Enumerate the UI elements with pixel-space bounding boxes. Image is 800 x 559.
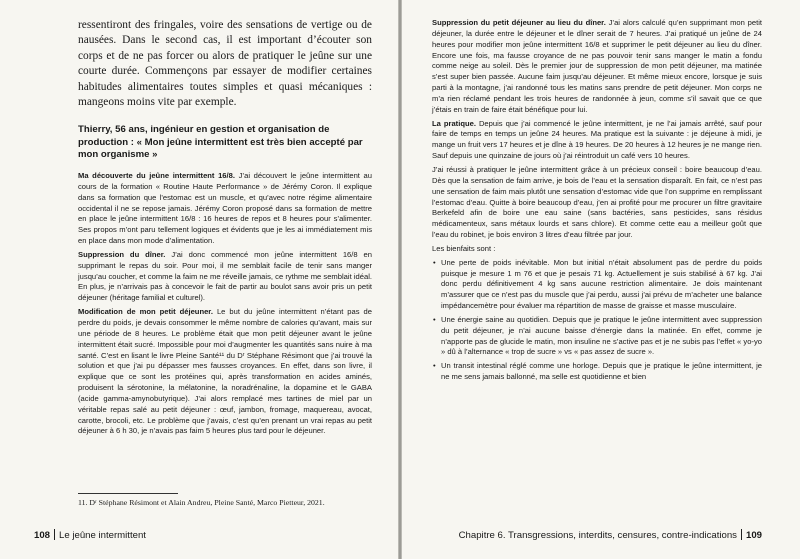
paragraph-skip-breakfast [432,18,762,116]
footnote: 11. Dʳ Stéphane Résimont et Alain Andreu, Pleine Santé, Marco Pietteur, 2021. [78,498,325,507]
left-text-block [78,18,372,440]
paragraph-lead: Suppression du petit déjeuner au lieu du dîner. [432,18,606,27]
folio-left [34,529,146,541]
list-item: • Une énergie saine au quotidien. Depuis que je pratique le jeûne intermittent avec suppression du petit déjeuner, je n’ai aucune baisse d’énergie dans la matinée. En effet, comme je n’apporte pas de glucide le matin, mon insuline ne s’active pas et je ne subis pas l’effet « yo-yo » dû à l’alternance « trop de sucre » vs « pas assez de sucre ». [441,315,762,358]
paragraph-lead: Ma découverte du jeûne intermittent 16/8. [78,171,235,181]
paragraph-lead: La pratique. [432,118,476,128]
running-head: Le jeûne intermittent [59,530,146,541]
paragraph-practice [432,119,762,162]
paragraph-body: J’ai donc commencé mon jeûne intermittent 16/8 en supprimant le repas du soir. Pour moi, il me semblait facile de tenir sans manger jusqu’au coucher, et comme la faim ne me réveille jamais, ce rythme me semblait idéal. En plus, je n’arrivais pas à concevoir le fait de partir au boulot sans avoir pris un petit déjeuner (héritage familial et culturel). [78,249,372,303]
folio-right [459,529,762,541]
list-item: • Une perte de poids inévitable. Mon but initial n’était absolument pas de perdre du poids puisque je mesure 1 m 76 et que je pesais 71 kg. Actuellement je suis stabilisé à 67 kg. J’ai donc perdu définitivement 4 kg sans aucune restriction alimentaire. Je dois maintenant m’assurer que ce n’est pas du muscle que j’ai perdu, aussi j’ai prévu de m’acheter une balance impédancemètre pour évaluer ma répartition de masse de graisse et masse musculaire. [441,258,762,312]
paragraph-lead: Suppression du dîner. [78,249,166,259]
paragraph-dinner [78,250,372,304]
list-item: • Un transit intestinal réglé comme une horloge. Depuis que je pratique le jeûne intermittent, je ne me sens jamais ballonné, ma selle est quotidienne et bien [441,361,762,383]
paragraph-body: J’ai découvert le jeûne intermittent au cours de la formation « Routine Haute Performance » de Jérémy Coron. Il explique dans sa formation que l’estomac est un muscle, et qu’avec notre régime alimentaire occidental il ne se repose jamais. Jérémy Coron proposé dans sa formation de mettre en place le jeûne intermittent 16/8 : 16 heures de repos et 8 heures pour s’alimenter. Ses propos m’ont paru tellement logiques et évidents que je les ai immédiatement mis en place dans mon mode d’alimentation. [78,171,372,246]
page-number: 108 [34,530,51,541]
paragraph-body: Depuis que j’ai commencé le jeûne intermittent, je ne l’ai jamais arrêté, sauf pour faire de temps en temps un jeûne 24 heures. Ma pratique est la suivante : je déjeune à midi, je mange un fruit vers 17 heures et je dîne à 19 heures. De 20 heures à 12 heures je ne mange rien. Sauf depuis une quinzaine de jours où j’ai réintroduit un café vers 10 heures. [432,118,762,161]
benefits-list [432,258,762,383]
right-page [402,0,800,559]
footnote-rule [78,493,178,494]
folio-separator [54,529,55,540]
testimony-heading: Thierry, 56 ans, ingénieur en gestion et organisation de production : « Mon jeûne intermittent est très bien accepté par mon organisme » [78,124,363,160]
paragraph-water [432,165,762,241]
paragraph-benefits-intro [432,244,762,255]
paragraph-body: J’ai réussi à pratiquer le jeûne intermittent grâce à un précieux conseil : boire beaucoup d’eau. Dès que la sensation de faim arrive, je bois de l’eau et la sensation disparaît. En fait, ce n’est pas une sensation de faim mais plutôt une sensation d’estomac vide que l’on supprime en remplissant l’estomac d’eau. Quitte à boire beaucoup d’eau, j’en ai profité pour me procurer un filtre gravitaire Berkefeld afin de boire une eau saine (sans bactéries, sans pesticides, sans résidus médicamenteux, sans métaux lourds et sans chlore). Et comme cette eau a meilleur goût que l’eau du robinet, je bois environ 3 litres d’eau filtrée par jour. [432,164,762,240]
paragraph-body: J’ai alors calculé qu’en supprimant mon petit déjeuner, la durée entre le déjeuner et le dîner serait de 7 heures. J’ai pratiqué un jeûne de 24 heures pour modifier mon jeûne intermittent 16/8 et supprimer le petit déjeuner au lieu du dîner. Encore une fois, ma fausse croyance de ne pas pouvoir tenir sans manger le matin a fondu comme neige au soleil. Dès le premier jour de suppression de mon petit déjeuner, ma matinée s’est super bien passée. Aucune faim jusqu’au déjeuner. Et même mieux encore, lorsque je suis parti à la montagne, j’ai randonné tous les matins sans prendre de petit déjeuner. Mon corps ne m’a rien réclamé pendant les trois heures de randonnée à jeun, comme s’il savait que ce que j’étais en train de faire était bénéfique pour lui. [432,18,762,114]
paragraph-discovery [78,171,372,247]
folio-separator [741,529,742,540]
left-page [0,0,398,559]
paragraph-breakfast [78,307,372,437]
right-text-block [432,18,762,386]
page-number: 109 [745,530,762,541]
running-head: Chapitre 6. Transgressions, interdits, censures, contre-indications [458,530,737,541]
paragraph-lead: Modification de mon petit déjeuner. [78,307,213,317]
paragraph-body: Le but du jeûne intermittent n’étant pas de perdre du poids, je devais consommer le même nombre de calories qu’avant, mais sur une période de 8 heures. Le problème était que mon petit déjeuner avant le jeûne intermittent était sucré. Impossible pour moi d’augmenter les quantités sans nuire à ma santé. C’est en lisant le livre Pleine Santé¹¹ du Dʳ Stéphane Résimont que j’ai trouvé la solution et que j’ai pu dépasser mes fausses croyances. En effet, dans son livre, il explique que ce sont les protéines qui, après transformation en acides aminés, produisent la sérotonine, la mélatonine, la noradrénaline, la dopamine et le GABA (acide gamma-amynobutyrique). J’ai alors remplacé mes tartines de miel par un véritable repas salé au petit déjeuner : œuf, jambon, fromage, maquereau, avocat, carotte, brocoli, etc. Le problème que j’avais, c’est qu’en prenant un vrai repas au petit déjeuner à 6 h 30, je n’avais pas faim 5 heures plus tard pour le déjeuner. [78,307,372,436]
paragraph-body: Les bienfaits sont : [432,243,496,253]
intro-paragraph: ressentiront des fringales, voire des sensations de vertige ou de nausées. Dans le second cas, il est important d’écouter son corps et de ne pas forcer ou alors de pratiquer le jeûne sur une courte durée. Commençons par essayer de modifier certaines habitudes alimentaires toutes simples et quasi mécaniques : mangeons moins vite par exemple. [78,19,372,109]
